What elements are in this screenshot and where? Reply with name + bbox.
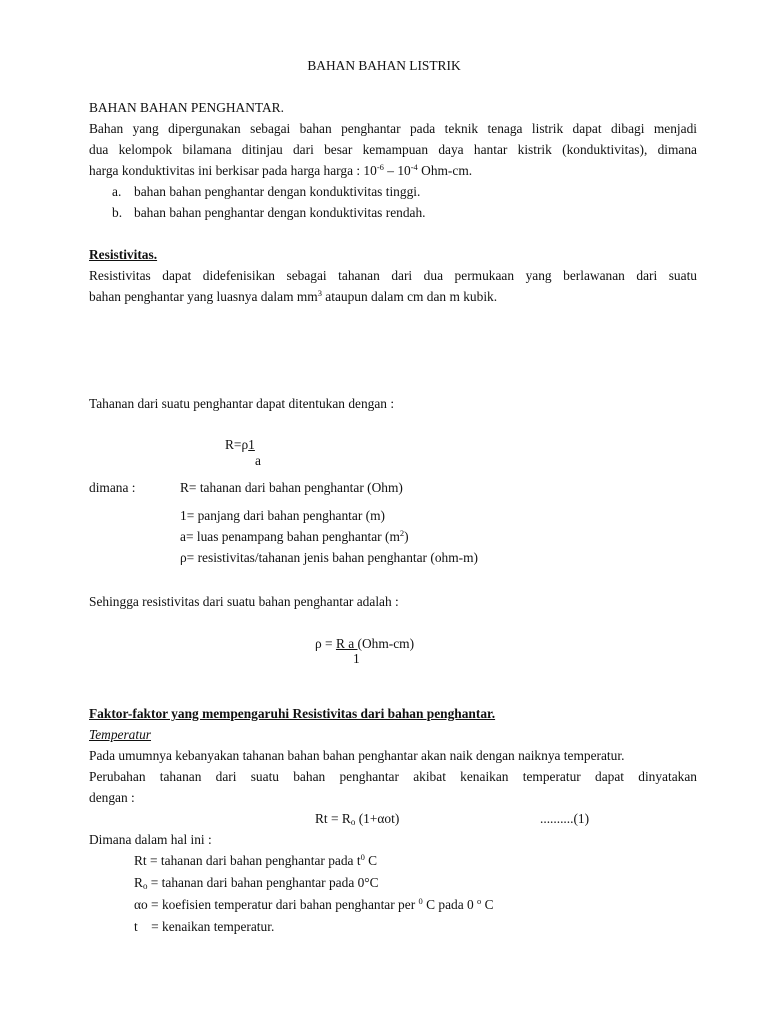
definition-item: Rt = tahanan dari bahan penghantar pada $t^0$ C	[134, 852, 378, 868]
formula-reference: ..........(1)	[540, 811, 590, 826]
paragraph-line: dua kelompok bilamana ditinjau dari besar kemampuan daya hantar kistrik (konduktivitas), dimana	[89, 142, 697, 157]
paragraph-line: Pada umumnya kebanyakan tahanan bahan bahan penghantar akan naik dengan naiknya temperatur.	[89, 748, 625, 763]
paragraph-line: Sehingga resistivitas dari suatu bahan penghantar adalah :	[89, 594, 399, 609]
list-marker: b.	[112, 205, 123, 220]
formula-resistivity-denominator: 1	[353, 651, 360, 666]
definitions-label: dimana :	[89, 480, 136, 495]
paragraph-line: Bahan yang dipergunakan sebagai bahan penghantar pada teknik tenaga listrik dapat dibagi menjadi	[89, 121, 697, 136]
definition-item: 1= panjang dari bahan penghantar (m)	[180, 508, 385, 523]
definition-item: R= tahanan dari bahan penghantar (Ohm)	[180, 480, 403, 495]
definition-item: ρ= resistivitas/tahanan jenis bahan penghantar (ohm-m)	[180, 550, 478, 565]
paragraph-line: Resistivitas dapat didefenisikan sebagai tahanan dari dua permukaan yang berlawanan dari suatu	[89, 268, 697, 283]
section-heading-resistivitas: Resistivitas.	[89, 247, 158, 262]
subheading-temperatur: Temperatur	[89, 727, 152, 742]
paragraph-line-units: bahan penghantar yang luasnya dalam $mm^3$ ataupun dalam cm dan m kubik.	[89, 288, 498, 304]
definition-item: $R_o$ = tahanan dari bahan penghantar pada 0°C	[134, 875, 379, 891]
formula-resistance-denominator: a	[255, 453, 261, 468]
paragraph-line: dengan :	[89, 790, 135, 805]
paragraph-line: Perubahan tahanan dari suatu bahan penghantar akibat kenaikan temperatur dapat dinyatakan	[89, 769, 697, 784]
list-marker: a.	[112, 184, 122, 199]
section-heading-faktor: Faktor-faktor yang mempengaruhi Resistivitas dari bahan penghantar.	[89, 706, 496, 721]
document-title: BAHAN BAHAN LISTRIK	[307, 58, 461, 73]
definition-item: t = kenaikan temperatur.	[134, 919, 275, 934]
paragraph-line: Tahanan dari suatu penghantar dapat ditentukan dengan :	[89, 396, 395, 411]
section-heading-penghantar: BAHAN BAHAN PENGHANTAR.	[89, 100, 284, 115]
definition-item: αo = koefisien temperatur dari bahan penghantar per $^0$ C pada 0 $^o$ C	[134, 896, 494, 912]
paragraph-line-conductivity: harga konduktivitas ini berkisar pada harga harga : $10^{-6} - 10^{-4}$ Ohm-cm.	[89, 162, 473, 178]
list-item: bahan bahan penghantar dengan konduktivitas rendah.	[134, 205, 426, 220]
list-item: bahan bahan penghantar dengan konduktivitas tinggi.	[134, 184, 421, 199]
formula-resistance: R=ρ1	[225, 437, 255, 452]
definition-item: a= luas penampang bahan penghantar $(m^2)$	[180, 528, 409, 544]
paragraph-line: Dimana dalam hal ini :	[89, 832, 212, 847]
formula-temperature: $Rt = R_o$ (1+αot)	[315, 811, 400, 827]
formula-resistivity: ρ = R a (Ohm-cm)	[315, 636, 415, 651]
